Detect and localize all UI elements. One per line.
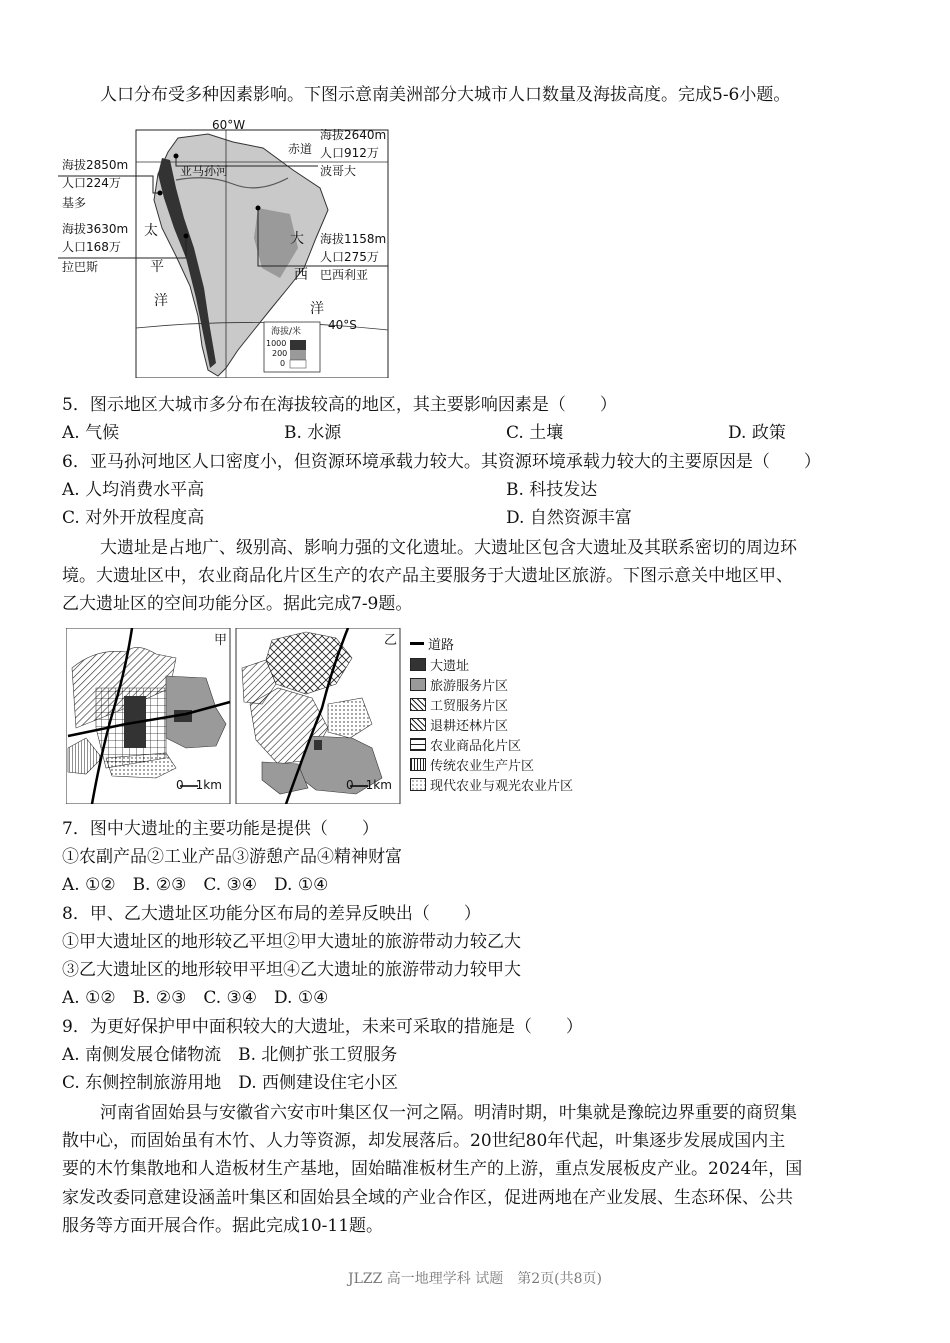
q6-option-b: B. 科技发达: [506, 480, 598, 500]
q5-option-b: B. 水源: [284, 423, 342, 443]
q8-item1: ①甲大遗址区的地形较乙平坦②甲大遗址的旅游带动力较乙大: [62, 932, 521, 952]
scale-yi: 0 1km: [346, 778, 392, 792]
modern-agri-swatch: [410, 778, 426, 791]
q8-stem: 8．甲、乙大遗址区功能分区布局的差异反映出（ ）: [62, 904, 481, 924]
intro-10-11-line1: 河南省固始县与安徽省六安市叶集区仅一河之隔。明清时期，叶集就是豫皖边界重要的商贸集: [100, 1103, 797, 1123]
lon-label: 60°W: [212, 118, 246, 132]
legend-commercial-agri: 农业商品化片区: [410, 738, 521, 755]
atlantic-2: 西: [294, 267, 308, 283]
q6-option-a: A. 人均消费水平高: [62, 480, 205, 500]
traditional-agri-swatch: [410, 758, 426, 771]
amazon-label: 亚马孙河: [180, 164, 229, 178]
quito-name: 基多: [62, 196, 87, 210]
legend-tourism: 旅游服务片区: [410, 678, 508, 695]
bogota-altitude: 海拔2640m: [320, 128, 387, 142]
tourism-swatch: [410, 678, 426, 691]
q7-stem: 7．图中大遗址的主要功能是提供（ ）: [62, 819, 379, 839]
intro-10-11-line4: 家发改委同意建设涵盖叶集区和固始县全域的产业合作区，促进两地在产业发展、生态环保、公共: [62, 1188, 793, 1208]
pacific-1: 太: [144, 223, 158, 239]
pacific-2: 平: [150, 259, 164, 275]
intro-10-11-line5: 服务等方面开展合作。据此完成10-11题。: [62, 1216, 384, 1236]
q6-option-c: C. 对外开放程度高: [62, 508, 205, 528]
legend-200: 200: [272, 349, 288, 358]
intro-7-9-line2: 境。大遗址区中，农业商品化片区生产的农产品主要服务于大遗址区旅游。下图示意关中地区甲、: [62, 566, 793, 586]
lat40-label: 40°S: [328, 318, 357, 332]
legend-forest: 退耕还林片区: [410, 718, 508, 735]
lapaz-altitude: 海拔3630m: [62, 222, 129, 236]
lapaz-population: 人口168万: [62, 240, 121, 254]
q5-option-a: A. 气候: [62, 423, 120, 443]
q6-option-d: D. 自然资源丰富: [506, 508, 632, 528]
equator-label: 赤道: [288, 142, 313, 156]
page-footer: JLZZ 高一地理学科 试题 第2页(共8页): [347, 1271, 602, 1287]
industry-swatch: [410, 698, 426, 711]
intro-5-6: 人口分布受多种因素影响。下图示意南美洲部分大城市人口数量及海拔高度。完成5-6小题。: [100, 85, 791, 105]
legend-site: 大遗址: [410, 658, 469, 675]
quito-altitude: 海拔2850m: [62, 158, 129, 172]
intro-10-11-line3: 要的木竹集散地和人造板材生产基地，固始瞄准板材生产的上游，重点发展板皮产业。2024年，国: [62, 1159, 803, 1179]
q7-options: A. ①② B. ②③ C. ③④ D. ①④: [62, 875, 329, 895]
q9-options-1: A. 南侧发展仓储物流 B. 北侧扩张工贸服务: [62, 1045, 398, 1065]
bogota-population: 人口912万: [320, 146, 379, 160]
scale-jia: 0 1km: [176, 778, 222, 792]
quito-population: 人口224万: [62, 176, 121, 190]
atlantic-1: 大: [290, 231, 304, 247]
heritage-figure: [66, 628, 406, 804]
atlantic-3: 洋: [310, 301, 324, 317]
intro-7-9-line1: 大遗址是占地广、级别高、影响力强的文化遗址。大遗址区包含大遗址及其联系密切的周边环: [100, 538, 797, 558]
pacific-3: 洋: [154, 293, 168, 309]
q5-option-c: C. 土壤: [506, 423, 564, 443]
lapaz-name: 拉巴斯: [62, 260, 99, 274]
q9-stem: 9．为更好保护甲中面积较大的大遗址，未来可采取的措施是（ ）: [62, 1017, 583, 1037]
commercial-agri-swatch: [410, 738, 426, 751]
forest-swatch: [410, 718, 426, 731]
q6-stem: 6．亚马孙河地区人口密度小，但资源环境承载力较大。其资源环境承载力较大的主要原因是（ ）: [62, 452, 821, 472]
intro-7-9-line3: 乙大遗址区的空间功能分区。据此完成7-9题。: [62, 594, 413, 614]
legend-0: 0: [280, 359, 286, 368]
legend-industry: 工贸服务片区: [410, 698, 508, 715]
q9-options-2: C. 东侧控制旅游用地 D. 西侧建设住宅小区: [62, 1073, 399, 1093]
brasilia-altitude: 海拔1158m: [320, 232, 387, 246]
brasilia-population: 人口275万: [320, 250, 379, 264]
bogota-name: 波哥大: [320, 164, 357, 178]
q8-options: A. ①② B. ②③ C. ③④ D. ①④: [62, 988, 329, 1008]
legend-1000: 1000: [266, 339, 287, 348]
q8-item2: ③乙大遗址区的地形较甲平坦④乙大遗址的旅游带动力较甲大: [62, 960, 521, 980]
road-swatch: [410, 642, 424, 645]
legend-modern-agri: 现代农业与观光农业片区: [410, 778, 573, 795]
legend-title: 海拔/米: [271, 327, 302, 337]
legend-road: 道路: [410, 638, 454, 654]
q7-items: ①农副产品②工业产品③游憩产品④精神财富: [62, 847, 402, 867]
intro-10-11-line2: 散中心，而固始虽有木竹、人力等资源，却发展落后。20世纪80年代起，叶集逐步发展成国内主: [62, 1131, 786, 1151]
legend-traditional-agri: 传统农业生产片区: [410, 758, 534, 775]
panel-yi-label: 乙: [384, 633, 398, 648]
q5-stem: 5．图示地区大城市多分布在海拔较高的地区，其主要影响因素是（ ）: [62, 395, 617, 415]
panel-jia-label: 甲: [214, 633, 228, 648]
q5-option-d: D. 政策: [728, 423, 786, 443]
brasilia-name: 巴西利亚: [320, 268, 369, 282]
site-swatch: [410, 658, 426, 671]
